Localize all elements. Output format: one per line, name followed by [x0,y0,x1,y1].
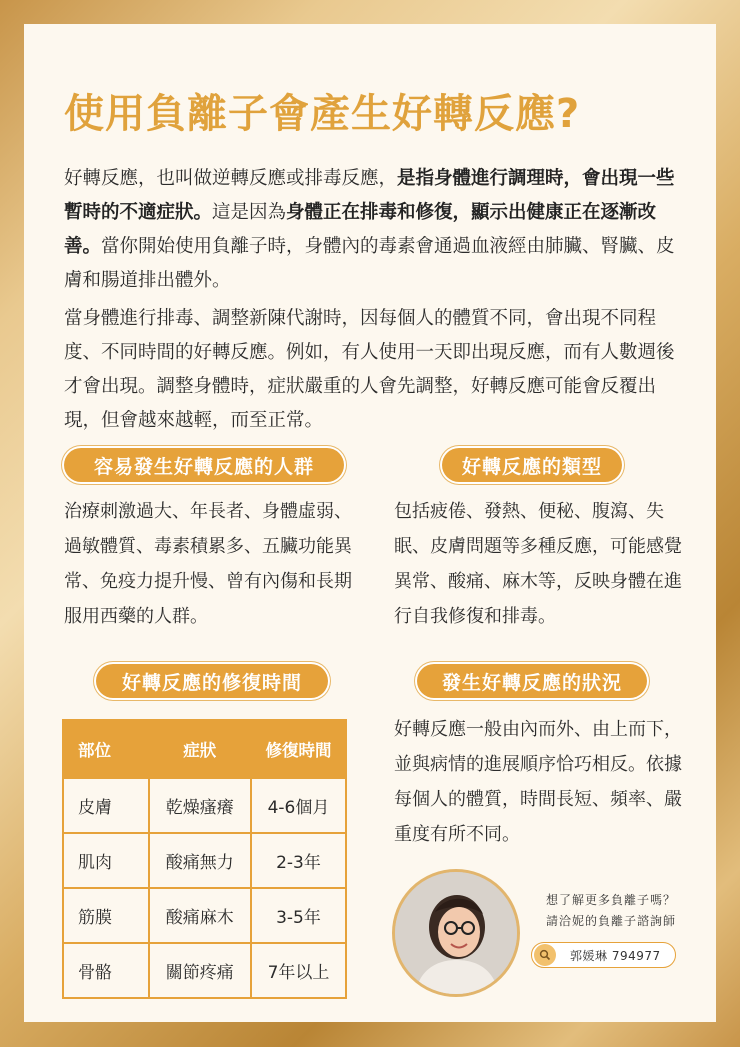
consultant-photo [395,872,517,994]
table-cell: 關節疼痛 [149,943,251,998]
section-text-types: 包括疲倦、發熱、便秘、腹瀉、失眠、皮膚問題等多種反應，可能感覺異常、酸痛、麻木等，反映身體在進行自我修復和排毒。 [394,501,682,627]
intro-paragraph-1 [64,162,679,298]
table-cell: 皮膚 [63,778,149,833]
avatar [392,869,520,997]
table-cell: 2-3年 [251,833,346,888]
section-text-situation: 好轉反應一般由內而外、由上而下，並與病情的進展順序恰巧相反。依據每個人的體質，時間長短、頻率、嚴重度有所不同。 [394,719,682,845]
table-cell: 4-6個月 [251,778,346,833]
table-header-row [63,720,346,778]
col-header-symptom: 症狀 [149,720,251,778]
section-heading-situation: 發生好轉反應的狀況 [417,664,647,698]
intro-paragraph-2: 當身體進行排毒、調整新陳代謝時，因每個人的體質不同，會出現不同程度、不同時間的好轉反應。例如，有人使用一天即出現反應，而有人數週後才會出現。調整身體時，症狀嚴重的人會先調整，好轉反應可能會反覆出現，但會越來越輕，而至正常。 [64,308,675,431]
table-cell: 骨骼 [63,943,149,998]
table-cell: 酸痛麻木 [149,888,251,943]
section-heading-people: 容易發生好轉反應的人群 [64,448,344,482]
col-header-part: 部位 [63,720,149,778]
table-cell: 3-5年 [251,888,346,943]
table-row [63,943,346,998]
table-cell: 筋膜 [63,888,149,943]
contact-name-phone-text: 郭媛琳 794977 [570,948,661,963]
poster-card [24,24,716,1022]
table-cell: 酸痛無力 [149,833,251,888]
contact-name-phone[interactable] [531,942,676,968]
table-row [63,778,346,833]
contact-question [536,890,686,932]
intro-text-e: 當你開始使用負離子時，身體內的毒素會通過血液經由肺臟、腎臟、皮膚和腸道排出體外。 [64,236,675,291]
table-cell: 乾燥瘙癢 [149,778,251,833]
search-icon [534,944,556,966]
section-text-people: 治療刺激過大、年長者、身體虛弱、過敏體質、毒素積累多、五臟功能異常、免疫力提升慢、曾有內傷和長期服用西藥的人群。 [64,501,352,627]
page-title: 使用負離子會產生好轉反應? [64,91,581,137]
section-heading-types: 好轉反應的類型 [442,448,622,482]
table-cell: 7年以上 [251,943,346,998]
intro-text-d-bold: 身體正在排毒和修復，顯示出健康正在逐漸改善。 [64,202,657,257]
contact-line-1: 想了解更多負離子嗎？ [545,893,676,907]
intro-text-b-bold: 是指身體進行調理時，會出現一些暫時的不適症狀。 [64,168,675,223]
repair-time-table [62,719,347,999]
table-cell: 肌肉 [63,833,149,888]
table-row [63,888,346,943]
intro-text-c: 這是因為 [212,202,287,223]
intro-text-a: 好轉反應，也叫做逆轉反應或排毒反應， [64,168,398,189]
table-row [63,833,346,888]
col-header-time: 修復時間 [251,720,346,778]
section-heading-time: 好轉反應的修復時間 [96,664,328,698]
contact-line-2: 請洽妮的負離子諮詢師 [545,914,676,928]
